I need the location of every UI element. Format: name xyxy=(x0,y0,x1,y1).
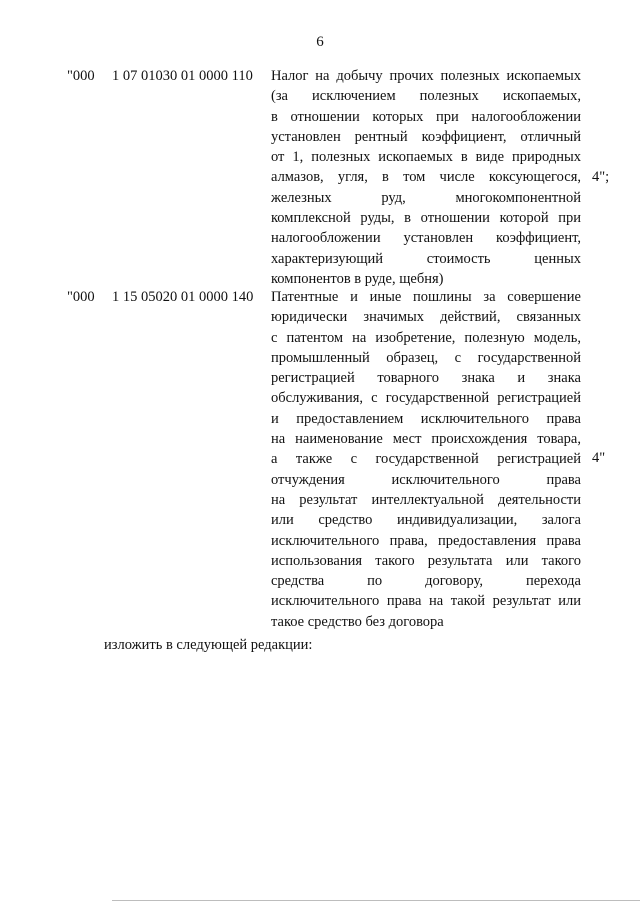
description-line: железных руд, многокомпонентной xyxy=(271,189,581,206)
description-line: исключительного права, предоставления права xyxy=(271,532,581,549)
code-description xyxy=(271,66,581,289)
scan-edge-line xyxy=(112,900,640,901)
description-line: исключительного права на такой результат или xyxy=(271,593,581,610)
normative-value: 4"; xyxy=(592,169,610,185)
description-line: характеризующий стоимость ценных xyxy=(271,250,581,267)
description-line: на наименование мест происхождения товара, xyxy=(271,431,581,448)
description-line: или средство индивидуализации, залога xyxy=(271,512,581,529)
description-line: Налог на добычу прочих полезных ископаемых xyxy=(271,68,581,84)
description-line: средства по договору, перехода xyxy=(271,573,581,590)
description-line: а также с государственной регистрацией xyxy=(271,451,581,468)
description-line: регистрацией товарного знака и знака xyxy=(271,370,581,387)
code-prefix: "000 xyxy=(67,68,95,84)
description-line: обслуживания, с государственной регистрацией xyxy=(271,390,581,407)
description-line: использования такого результата или такого xyxy=(271,552,581,569)
description-line: юридически значимых действий, связанных xyxy=(271,309,581,326)
description-line: и предоставлением исключительного права xyxy=(271,410,581,427)
description-line: комплексной руды, в отношении которой при xyxy=(271,210,581,227)
budget-classification-code: 1 07 01030 01 0000 110 xyxy=(112,68,253,84)
description-line: алмазов, угля, в том числе коксующегося, xyxy=(271,169,581,186)
budget-classification-code: 1 15 05020 01 0000 140 xyxy=(112,289,254,305)
description-line: с патентом на изобретение, полезную модель, xyxy=(271,329,581,346)
closing-instruction: изложить в следующей редакции: xyxy=(104,637,313,653)
description-line: налогообложении установлен коэффициент, xyxy=(271,230,581,247)
description-line: в отношении которых при налогообложении xyxy=(271,108,581,125)
code-prefix: "000 xyxy=(67,289,95,305)
normative-value: 4" xyxy=(592,450,606,466)
description-line: промышленный образец, с государственной xyxy=(271,349,581,366)
code-description xyxy=(271,287,581,632)
description-line: на результат интеллектуальной деятельности xyxy=(271,491,581,508)
description-line: отчуждения исключительного права xyxy=(271,471,581,488)
description-line: установлен рентный коэффициент, отличный xyxy=(271,128,581,145)
description-line: (за исключением полезных ископаемых, xyxy=(271,88,581,105)
description-line: компонентов в руде, щебня) xyxy=(271,270,444,287)
description-line: такое средство без договора xyxy=(271,613,444,630)
page-number: 6 xyxy=(316,34,324,50)
description-line: от 1, полезных ископаемых в виде природных xyxy=(271,149,581,166)
description-line: Патентные и иные пошлины за совершение xyxy=(271,289,581,305)
